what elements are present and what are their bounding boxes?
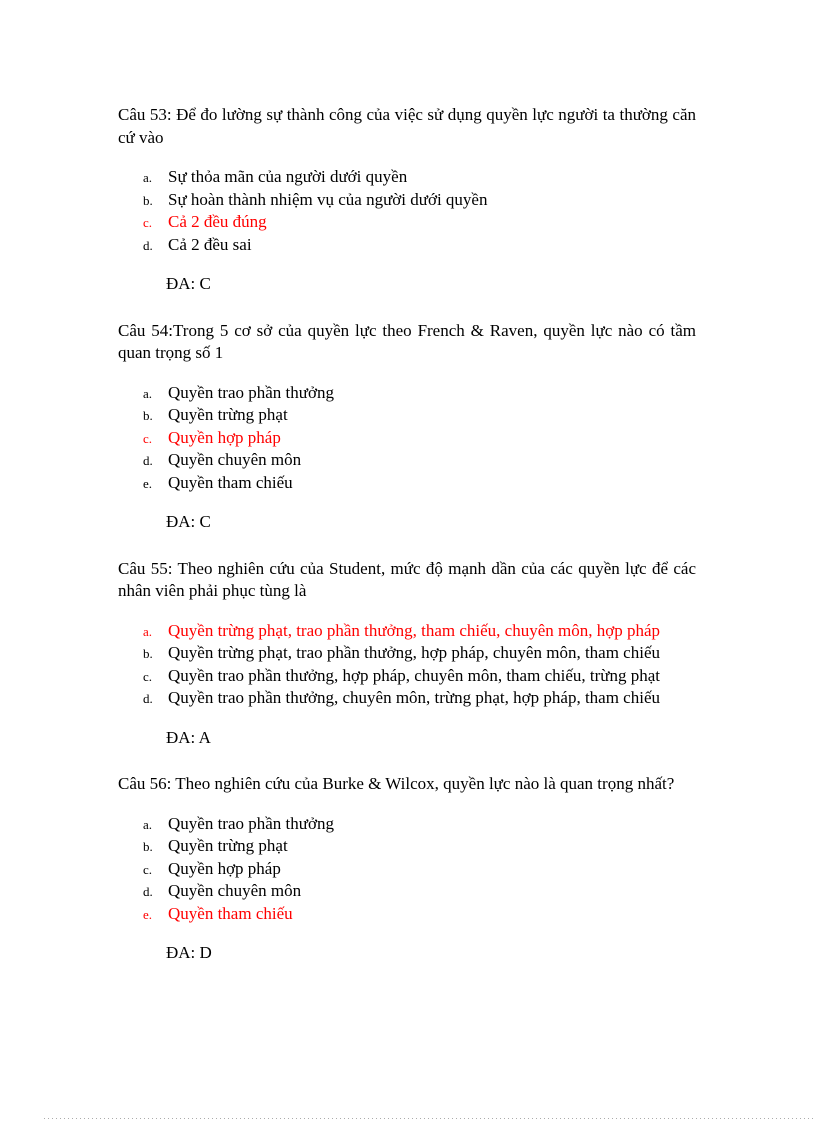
option-row xyxy=(118,858,696,881)
option-marker: b. xyxy=(143,839,153,854)
question-title: Câu 54:Trong 5 cơ sở của quyền lực theo French & Raven, quyền lực nào có tầm quan trọng số 1 xyxy=(118,320,696,362)
question-title: Câu 53: Để đo lường sự thành công của việc sử dụng quyền lực người ta thường căn cứ vào xyxy=(118,105,696,147)
option-text: Quyền trừng phạt xyxy=(168,405,288,424)
option-marker: d. xyxy=(143,453,153,468)
option-text: Quyền chuyên môn xyxy=(168,881,302,900)
question-block-53 xyxy=(118,104,696,296)
option-marker: e. xyxy=(143,906,153,922)
option-text: Quyền tham chiếu xyxy=(168,903,293,923)
option-row xyxy=(118,620,696,643)
option-marker: c. xyxy=(143,215,153,230)
option-text: Cả 2 đều đúng xyxy=(168,212,267,231)
options-list xyxy=(118,620,696,710)
option-text: Cả 2 đều sai xyxy=(168,234,252,254)
options-list xyxy=(118,166,696,256)
option-text: Sự thỏa mãn của người dưới quyền xyxy=(168,167,408,186)
option-row xyxy=(118,835,696,858)
option-row xyxy=(118,189,696,212)
question-title: Câu 56: Theo nghiên cứu của Burke & Wilcox, quyền lực nào là quan trọng nhất? xyxy=(118,774,675,793)
answer-line: ĐA: D xyxy=(166,943,212,962)
option-row xyxy=(118,880,696,903)
question-block-56 xyxy=(118,773,696,965)
option-marker: a. xyxy=(143,623,153,639)
option-text: Quyền hợp pháp xyxy=(168,858,281,878)
page-break-marker xyxy=(44,1118,813,1119)
option-row xyxy=(118,472,696,495)
option-row xyxy=(118,813,696,836)
option-marker: b. xyxy=(143,646,153,661)
option-text: Quyền trừng phạt xyxy=(168,836,288,855)
option-row xyxy=(118,166,696,189)
answer-line: ĐA: C xyxy=(166,274,211,293)
answer-line: ĐA: A xyxy=(166,727,211,747)
option-text: Quyền trao phần thưởng, chuyên môn, trừng phạt, hợp pháp, tham chiếu xyxy=(168,688,660,707)
option-row xyxy=(118,211,696,234)
option-row xyxy=(118,903,696,926)
option-row xyxy=(118,642,696,665)
option-row xyxy=(118,665,696,688)
option-row xyxy=(118,404,696,427)
option-row xyxy=(118,687,696,710)
option-marker: a. xyxy=(143,170,153,185)
option-marker: a. xyxy=(143,385,153,401)
option-marker: b. xyxy=(143,408,153,423)
option-text: Quyền hợp pháp xyxy=(168,427,281,447)
option-text: Quyền trao phần thưởng, hợp pháp, chuyên môn, tham chiếu, trừng phạt xyxy=(168,665,660,685)
option-marker: d. xyxy=(143,691,153,706)
options-list xyxy=(118,382,696,495)
option-marker: b. xyxy=(143,192,153,208)
option-text: Sự hoàn thành nhiệm vụ của người dưới quyền xyxy=(168,189,488,209)
option-text: Quyền tham chiếu xyxy=(168,472,293,492)
option-marker: c. xyxy=(143,668,153,684)
question-title: Câu 55: Theo nghiên cứu của Student, mức độ mạnh dần của các quyền lực để các nhân viên phải phục tùng là xyxy=(118,558,696,600)
option-row xyxy=(118,427,696,450)
option-marker: d. xyxy=(143,237,153,253)
question-block-55 xyxy=(118,558,696,750)
option-marker: c. xyxy=(143,430,153,446)
option-marker: a. xyxy=(143,816,153,832)
document-content xyxy=(118,104,696,989)
option-marker: e. xyxy=(143,475,153,491)
question-block-54 xyxy=(118,320,696,534)
options-list xyxy=(118,813,696,926)
option-row xyxy=(118,382,696,405)
option-text: Quyền trừng phạt, trao phần thưởng, tham chiếu, chuyên môn, hợp pháp xyxy=(168,620,660,640)
option-text: Quyền chuyên môn xyxy=(168,450,302,469)
option-text: Quyền trao phần thưởng xyxy=(168,382,334,402)
option-text: Quyền trừng phạt, trao phần thưởng, hợp pháp, chuyên môn, tham chiếu xyxy=(168,643,660,662)
option-marker: c. xyxy=(143,861,153,877)
option-marker: d. xyxy=(143,884,153,899)
option-row xyxy=(118,449,696,472)
option-text: Quyền trao phần thưởng xyxy=(168,813,334,833)
option-row xyxy=(118,234,696,257)
answer-line: ĐA: C xyxy=(166,512,211,531)
